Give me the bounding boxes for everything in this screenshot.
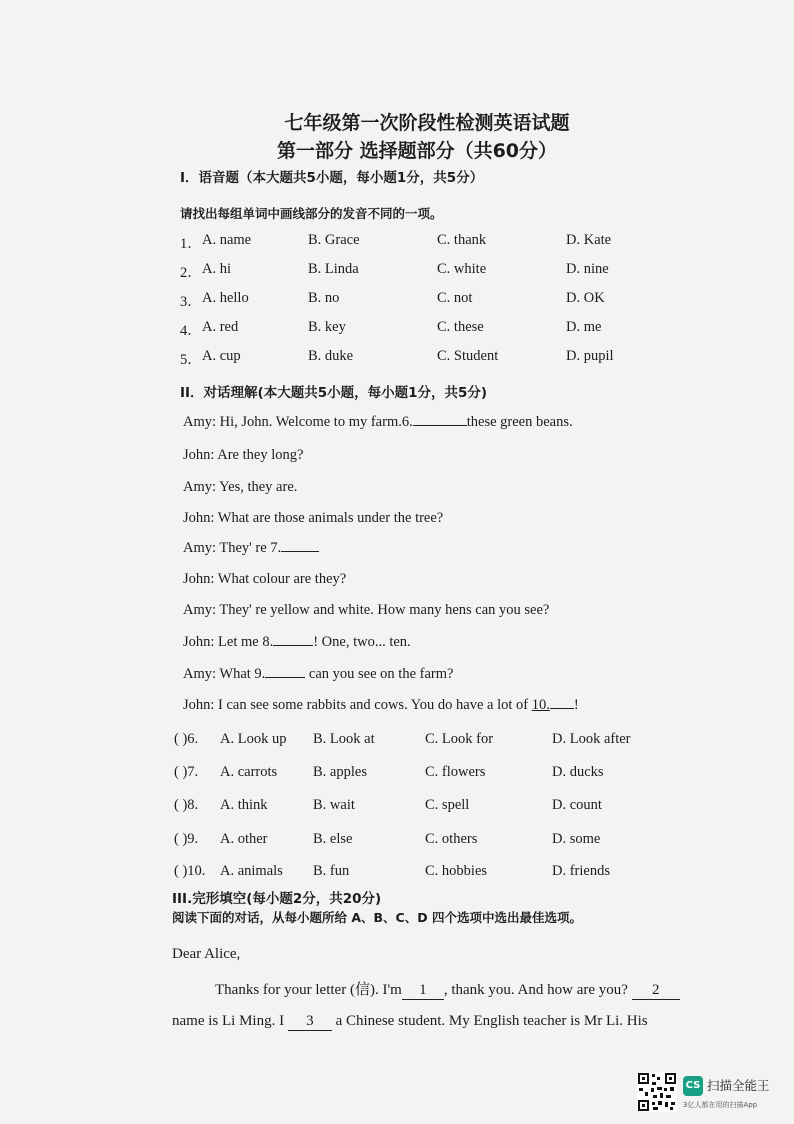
option-c: C. white xyxy=(437,261,487,277)
option-d: D. Kate xyxy=(566,232,612,248)
dialog-text: John: I can see some rabbits and cows. You do have a lot of xyxy=(183,697,529,713)
exam-subtitle: 第一部分 选择题部分（共60分） xyxy=(276,140,558,162)
answer-blank xyxy=(413,425,467,426)
dialog-line xyxy=(183,414,573,431)
option-c: C. these xyxy=(437,319,484,335)
option-c: C. others xyxy=(425,831,478,847)
letter-line xyxy=(172,1013,648,1031)
dialog-line xyxy=(183,540,319,557)
dialog-text: ! One, two... ten. xyxy=(313,634,411,650)
section3-instruction: 阅读下面的对话，从每小题所给 A、B、C、D 四个选项中选出最佳选项。 xyxy=(172,910,582,925)
dialog-text: Amy: What 9. xyxy=(183,666,266,682)
dialog-text: can you see on the farm? xyxy=(308,666,454,682)
option-a: A. carrots xyxy=(220,764,278,780)
answer-blank: 2 xyxy=(632,982,680,1000)
letter-greeting: Dear Alice, xyxy=(172,946,241,962)
question-number: 1． xyxy=(180,236,202,252)
answer-blank: 3 xyxy=(288,1013,332,1031)
option-a: A. red xyxy=(202,319,239,335)
letter-text: Thanks for your letter (信). I'm xyxy=(215,982,402,998)
section1-heading: I．语音题（本大题共5小题，每小题1分，共5分） xyxy=(180,170,484,186)
dialog-line xyxy=(183,634,411,651)
answer-blank xyxy=(550,708,574,709)
option-b: B. fun xyxy=(313,863,350,879)
option-c: C. thank xyxy=(437,232,487,248)
question-number: ( )10. xyxy=(174,863,206,879)
question-row xyxy=(0,319,794,341)
dialog-line xyxy=(183,697,579,714)
option-b: B. else xyxy=(313,831,353,847)
option-d: D. count xyxy=(552,797,602,813)
dialog-text: ! xyxy=(573,697,579,713)
section2-heading: II．对话理解(本大题共5小题，每小题1分，共5分) xyxy=(180,385,488,401)
letter-line xyxy=(215,978,680,1000)
letter-text: name is Li Ming. I xyxy=(172,1013,285,1029)
dialog-line: Amy: Yes, they are. xyxy=(183,479,298,495)
section1-instruction: 请找出每组单词中画线部分的发音不同的一项。 xyxy=(180,206,443,221)
dialog-line: John: What are those animals under the tree? xyxy=(183,510,444,526)
dialog-line: Amy: They' re yellow and white. How many hens can you see? xyxy=(183,602,550,618)
option-a: A. hi xyxy=(202,261,231,277)
option-d: D. friends xyxy=(552,863,610,879)
question-number: ( )7. xyxy=(174,764,199,780)
dialog-line: John: What colour are they? xyxy=(183,571,347,587)
option-a: A. animals xyxy=(220,863,283,879)
dialog-text: these green beans. xyxy=(466,414,573,430)
option-a: A. cup xyxy=(202,348,241,364)
question-number: ( )6. xyxy=(174,731,199,747)
option-row xyxy=(0,764,794,786)
option-a: A. Look up xyxy=(220,731,287,747)
option-c: C. not xyxy=(437,290,473,306)
question-number: 4． xyxy=(180,323,202,339)
qr-code-icon xyxy=(637,1072,677,1112)
camscanner-app-name: 扫描全能王 xyxy=(707,1078,770,1093)
option-b: B. apples xyxy=(313,764,367,780)
letter-text: a Chinese student. My English teacher is Mr Li. His xyxy=(335,1013,648,1029)
option-b: B. key xyxy=(308,319,346,335)
camscanner-logo-icon: CS xyxy=(683,1076,703,1096)
dialog-line: John: Are they long? xyxy=(183,447,304,463)
option-c: C. Look for xyxy=(425,731,494,747)
answer-blank xyxy=(273,645,313,646)
option-d: D. Look after xyxy=(552,731,631,747)
option-d: D. nine xyxy=(566,261,609,277)
camscanner-tagline: 3亿人都在用的扫描App xyxy=(683,1101,758,1109)
option-d: D. pupil xyxy=(566,348,614,364)
question-number: ( )9. xyxy=(174,831,199,847)
option-b: B. Look at xyxy=(313,731,375,747)
letter-text: , thank you. And how are you? xyxy=(443,982,628,998)
option-a: A. other xyxy=(220,831,268,847)
option-c: C. hobbies xyxy=(425,863,488,879)
option-b: B. Grace xyxy=(308,232,360,248)
option-a: A. name xyxy=(202,232,252,248)
option-b: B. duke xyxy=(308,348,354,364)
option-b: B. Linda xyxy=(308,261,359,277)
answer-blank: 1 xyxy=(402,982,444,1000)
option-a: A. hello xyxy=(202,290,249,306)
option-row xyxy=(0,731,794,753)
exam-title: 七年级第一次阶段性检测英语试题 xyxy=(284,112,570,134)
option-c: C. flowers xyxy=(425,764,486,780)
dialog-line xyxy=(183,666,453,683)
question-number: 3． xyxy=(180,294,202,310)
answer-blank xyxy=(281,551,319,552)
question-number: ( )8. xyxy=(174,797,199,813)
option-a: A. think xyxy=(220,797,268,813)
question-row xyxy=(0,232,794,254)
option-d: D. ducks xyxy=(552,764,604,780)
question-number: 5． xyxy=(180,352,202,368)
question-row xyxy=(0,290,794,312)
dialog-text: John: Let me 8. xyxy=(183,634,274,650)
option-row xyxy=(0,797,794,819)
option-d: D. some xyxy=(552,831,601,847)
dialog-text: Amy: They' re 7. xyxy=(183,540,282,556)
option-row xyxy=(0,863,794,885)
dialog-text: Amy: Hi, John. Welcome to my farm.6. xyxy=(183,414,413,430)
option-row xyxy=(0,831,794,853)
question-row xyxy=(0,348,794,370)
answer-blank-number: 10. xyxy=(531,697,550,713)
option-b: B. no xyxy=(308,290,340,306)
option-d: D. me xyxy=(566,319,602,335)
option-c: C. spell xyxy=(425,797,470,813)
option-b: B. wait xyxy=(313,797,355,813)
question-number: 2． xyxy=(180,265,202,281)
section3-heading: III.完形填空(每小题2分，共20分) xyxy=(172,891,382,907)
question-row xyxy=(0,261,794,283)
answer-blank xyxy=(265,677,305,678)
option-c: C. Student xyxy=(437,348,499,364)
option-d: D. OK xyxy=(566,290,605,306)
